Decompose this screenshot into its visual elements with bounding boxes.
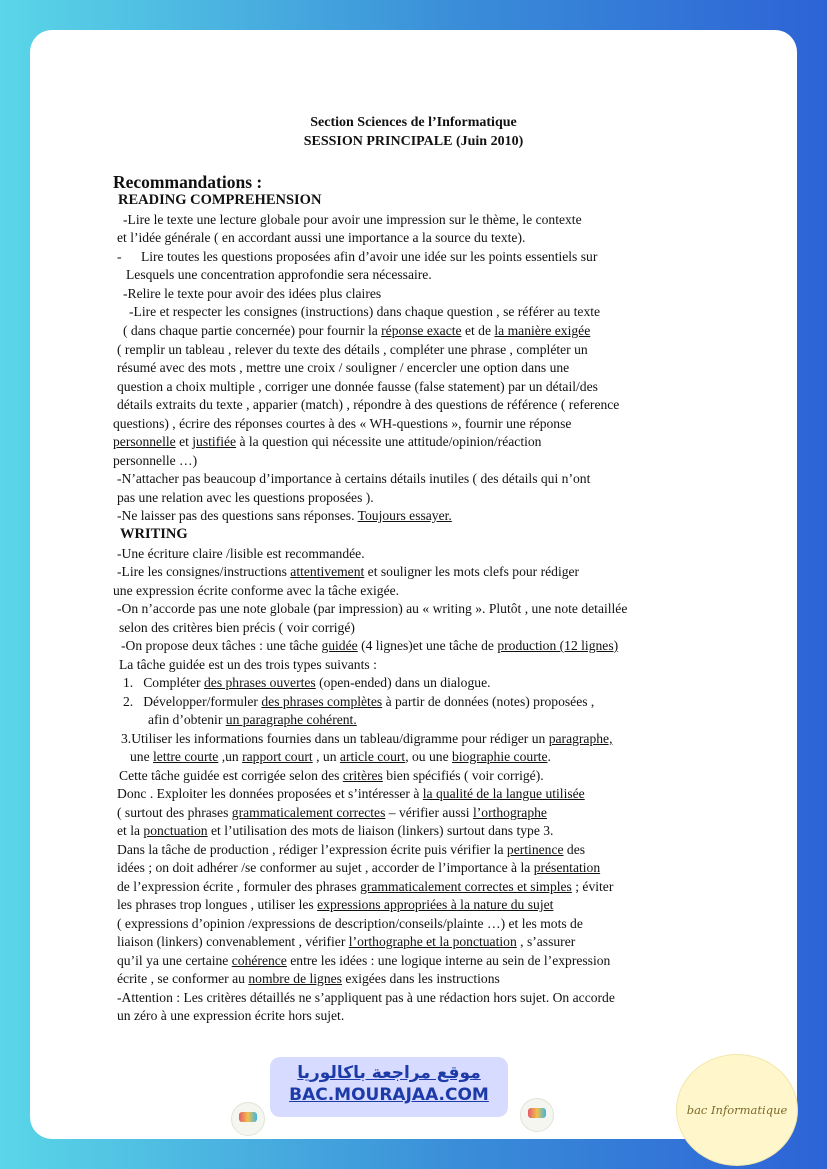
emphasis-underline: attentivement [290, 564, 365, 579]
emphasis-underline: des phrases complètes [261, 694, 383, 709]
emphasis-underline: paragraphe, [548, 731, 613, 746]
list-item: 3.Utiliser les informations fournies dans un tableau/digramme pour rédiger un paragraphe, [121, 731, 613, 746]
site-banner[interactable] [270, 1057, 508, 1117]
writing-line: -Lire les consignes/instructions attentivement et souligner les mots clefs pour rédiger [117, 564, 580, 579]
writing-line: un zéro à une expression écrite hors sujet. [117, 1008, 345, 1023]
writing-line: ( expressions d’opinion /expressions de description/conseils/plainte …) et les mots de [117, 916, 583, 931]
emphasis-underline: ponctuation [143, 823, 208, 838]
writing-line: Dans la tâche de production , rédiger l’expression écrite puis vérifier la pertinence des [117, 842, 586, 857]
section-title: Section Sciences de l’Informatique [310, 115, 517, 130]
bac-informatique-badge: bac Informatique [676, 1054, 798, 1166]
emphasis-underline: l’orthographe [472, 805, 547, 820]
list-item-continuation: une lettre courte ,un rapport court , un article court, ou une biographie courte. [130, 749, 551, 764]
writing-line: de l’expression écrite , formuler des phrases grammaticalement correctes et simples ; éviter [117, 879, 614, 894]
writing-line: idées ; on doit adhérer /se conformer au sujet , accorder de l’importance à la présentation [117, 860, 601, 875]
emphasis-underline: expressions appropriées à la nature du sujet [317, 897, 554, 912]
emphasis-underline: des phrases ouvertes [203, 675, 316, 690]
emphasis-underline: cohérence [231, 953, 287, 968]
reading-line: -Relire le texte pour avoir des idées plus claires [123, 286, 382, 301]
emphasis-underline: production (12 lignes) [497, 638, 619, 653]
emphasis-underline: présentation [533, 860, 601, 875]
reading-line: - Lire toutes les questions proposées afin d’avoir une idée sur les points essentiels sur [117, 249, 598, 264]
emphasis-underline: un paragraphe cohérent. [225, 712, 357, 727]
reading-line: questions) , écrire des réponses courtes à des « WH-questions », fournir une réponse [113, 416, 572, 431]
writing-line: écrite , se conformer au nombre de lignes exigées dans les instructions [117, 971, 500, 986]
reading-line: détails extraits du texte , apparier (match) , répondre à des questions de référence ( reference [117, 397, 620, 412]
emphasis-underline: pertinence [506, 842, 564, 857]
reading-line: et l’idée générale ( en accordant aussi une importance a la source du texte). [117, 230, 526, 245]
site-banner-url[interactable]: BAC.MOURAJAA.COM [289, 1085, 489, 1105]
reading-line: Lesquels une concentration approfondie sera nécessaire. [126, 267, 432, 282]
reading-line: personnelle …) [113, 453, 198, 468]
list-item: 2. Développer/formuler des phrases complètes à partir de données (notes) proposées , [123, 694, 595, 709]
writing-line: ( surtout des phrases grammaticalement correctes – vérifier aussi l’orthographe [117, 805, 547, 820]
reading-line: -Lire et respecter les consignes (instructions) dans chaque question , se référer au texte [129, 304, 601, 319]
reading-line: -N’attacher pas beaucoup d’importance à certains détails inutiles ( des détails qui n’ont [117, 471, 591, 486]
dash-bullet: - [117, 249, 122, 264]
writing-line: Cette tâche guidée est corrigée selon des critères bien spécifiés ( voir corrigé). [119, 768, 544, 783]
emphasis-underline: critères [342, 768, 383, 783]
writing-line: les phrases trop longues , utiliser les expressions appropriées à la nature du sujet [117, 897, 554, 912]
list-item: 1. Compléter des phrases ouvertes (open-ended) dans un dialogue. [123, 675, 491, 690]
writing-line: -Attention : Les critères détaillés ne s’appliquent pas à une rédaction hors sujet. On accorde [117, 990, 615, 1005]
emphasis-underline: justifiée [192, 434, 237, 449]
writing-line: selon des critères bien précis ( voir corrigé) [119, 620, 355, 635]
list-item-continuation: afin d’obtenir un paragraphe cohérent. [148, 712, 357, 727]
site-logo-icon [231, 1102, 265, 1136]
emphasis-underline: article court [339, 749, 406, 764]
writing-line: une expression écrite conforme avec la tâche exigée. [113, 583, 400, 598]
reading-line: ( dans chaque partie concernée) pour fournir la réponse exacte et de la manière exigée [123, 323, 591, 338]
reading-line: résumé avec des mots , mettre une croix / souligner / encercler une option dans une [117, 360, 570, 375]
site-banner-arabic[interactable]: موقع مراجعة باكالوريا [297, 1063, 481, 1083]
emphasis-underline: grammaticalement correctes et simples [360, 879, 572, 894]
emphasis-underline: Toujours essayer. [357, 508, 452, 523]
reading-line: ( remplir un tableau , relever du texte des détails , compléter une phrase , compléter un [117, 342, 588, 357]
reading-line: pas une relation avec les questions proposées ). [117, 490, 374, 505]
session-title: SESSION PRINCIPALE (Juin 2010) [303, 134, 524, 149]
reading-heading: READING COMPREHENSION [118, 192, 322, 208]
emphasis-underline: lettre courte [153, 749, 219, 764]
emphasis-underline: guidée [321, 638, 358, 653]
emphasis-underline: biographie courte [452, 749, 548, 764]
emphasis-underline: l’orthographe et la ponctuation [348, 934, 517, 949]
writing-line: La tâche guidée est un des trois types suivants : [119, 657, 377, 672]
writing-line: et la ponctuation et l’utilisation des mots de liaison (linkers) surtout dans type 3. [117, 823, 554, 838]
writing-line: -Une écriture claire /lisible est recommandée. [117, 546, 365, 561]
reading-line: -Ne laisser pas des questions sans réponses. Toujours essayer. [117, 508, 452, 523]
emphasis-underline: nombre de lignes [248, 971, 342, 986]
writing-heading: WRITING [120, 526, 188, 542]
writing-line: qu’il ya une certaine cohérence entre les idées : une logique interne au sein de l’expression [117, 953, 611, 968]
emphasis-underline: la qualité de la langue utilisée [422, 786, 585, 801]
emphasis-underline: personnelle [113, 434, 176, 449]
reading-line: personnelle et justifiée à la question qui nécessite une attitude/opinion/réaction [113, 434, 542, 449]
writing-line: Donc . Exploiter les données proposées et s’intéresser à la qualité de la langue utilisée [117, 786, 585, 801]
document-page [30, 30, 797, 1139]
emphasis-underline: grammaticalement correctes [231, 805, 386, 820]
recommendations-heading: Recommandations : [113, 172, 263, 192]
site-logo-icon [520, 1098, 554, 1132]
reading-line: -Lire le texte une lecture globale pour avoir une impression sur le thème, le contexte [123, 212, 582, 227]
reading-line: question a choix multiple , corriger une donnée fausse (false statement) par un détail/des [117, 379, 598, 394]
writing-line: -On propose deux tâches : une tâche guidée (4 lignes)et une tâche de production (12 lignes) [121, 638, 619, 653]
writing-line: -On n’accorde pas une note globale (par impression) au « writing ». Plutôt , une note detaillée [117, 601, 628, 616]
emphasis-underline: la manière exigée [494, 323, 591, 338]
writing-line: liaison (linkers) convenablement , vérifier l’orthographe et la ponctuation , s’assurer [117, 934, 576, 949]
emphasis-underline: réponse exacte [381, 323, 462, 338]
emphasis-underline: rapport court [242, 749, 313, 764]
